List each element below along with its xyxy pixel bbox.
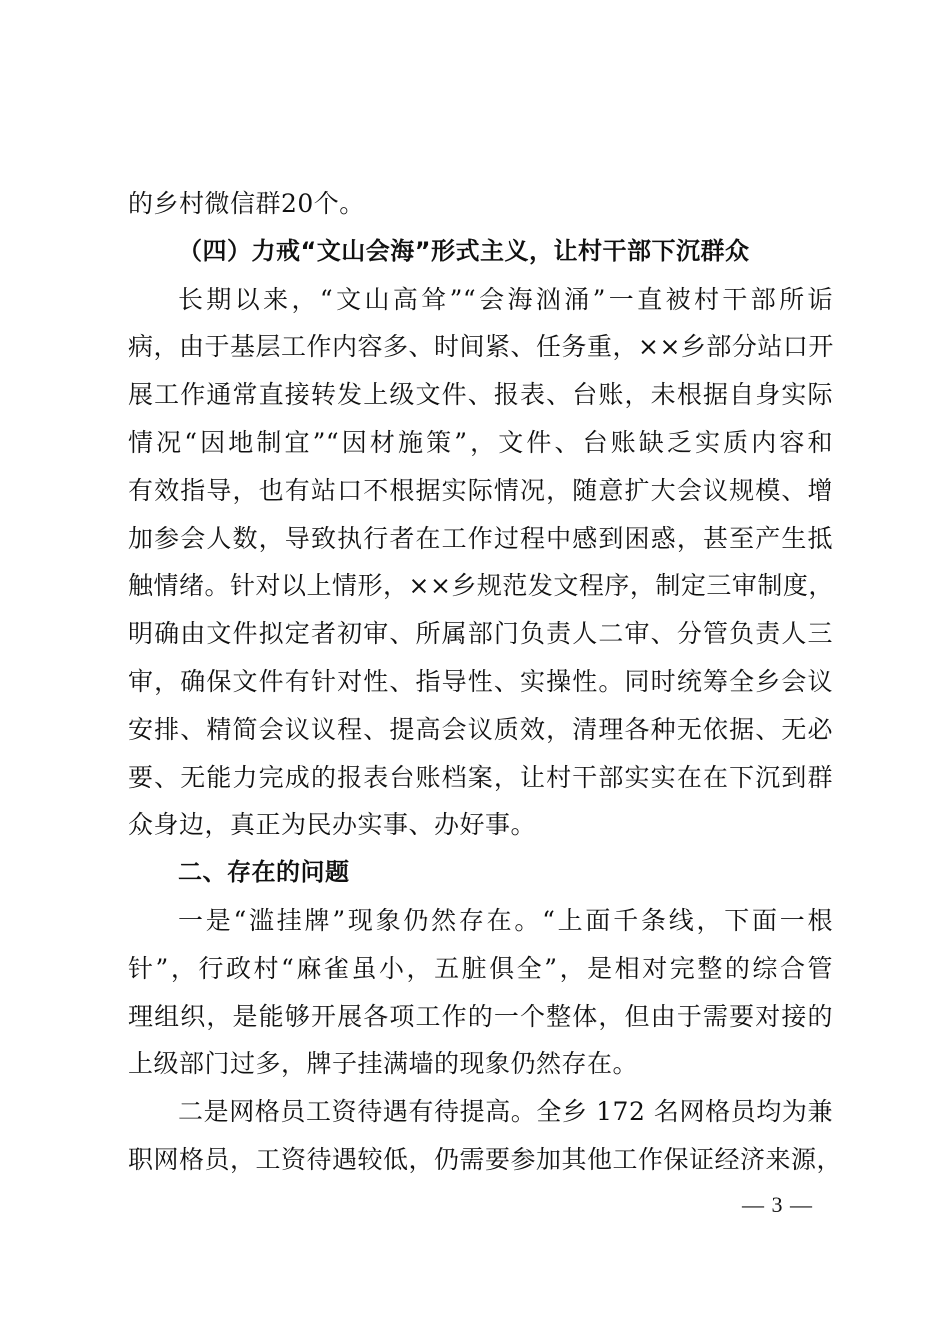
paragraph-line: 安排、精简会议议程、提高会议质效，清理各种无依据、无必: [128, 714, 833, 744]
paragraph-line: 情况“因地制宜”“因材施策”，文件、台账缺乏实质内容和: [128, 427, 833, 457]
paragraph-line: 理组织，是能够开展各项工作的一个整体，但由于需要对接的: [128, 1001, 833, 1031]
paragraph-line: 职网格员，工资待遇较低，仍需要参加其他工作保证经济来源，: [128, 1144, 843, 1174]
paragraph-line: 众身边，真正为民办实事、办好事。: [128, 810, 537, 840]
paragraph-line: 审，确保文件有针对性、指导性、实操性。同时统筹全乡会议: [128, 666, 833, 696]
section-heading: 二、存在的问题: [178, 858, 350, 887]
paragraph-line: 一是“滥挂牌”现象仍然存在。“上面千条线，下面一根: [178, 905, 833, 935]
paragraph-line: 展工作通常直接转发上级文件、报表、台账，未根据自身实际: [128, 380, 833, 410]
paragraph-line: 病，由于基层工作内容多、时间紧、任务重，××乡部分站口开: [128, 332, 834, 362]
paragraph-line: 要、无能力完成的报表台账档案，让村干部实实在在下沉到群: [128, 762, 833, 792]
paragraph-line: 加参会人数，导致执行者在工作过程中感到困惑，甚至产生抵: [128, 523, 833, 553]
paragraph-line: 长期以来，“文山高耸”“会海汹涌”一直被村干部所诟: [178, 284, 833, 314]
section-heading: （四）力戒“文山会海”形式主义，让村干部下沉群众: [178, 236, 750, 265]
document-body: [128, 180, 843, 1184]
paragraph-line: 上级部门过多，牌子挂满墙的现象仍然存在。: [128, 1049, 639, 1079]
page-number: — 3 —: [742, 1192, 813, 1217]
paragraph-line: 触情绪。针对以上情形，××乡规范发文程序，制定三审制度，: [128, 571, 834, 601]
paragraph-line: 明确由文件拟定者初审、所属部门负责人二审、分管负责人三: [128, 619, 833, 649]
paragraph-line: 针”，行政村“麻雀虽小，五脏俱全”，是相对完整的综合管: [128, 953, 833, 983]
paragraph-line: 二是网格员工资待遇有待提高。全乡 172 名网格员均为兼: [178, 1097, 833, 1127]
paragraph-line: 的乡村微信群20个。: [128, 189, 365, 218]
paragraph-line: 有效指导，也有站口不根据实际情况，随意扩大会议规模、增: [128, 475, 833, 505]
